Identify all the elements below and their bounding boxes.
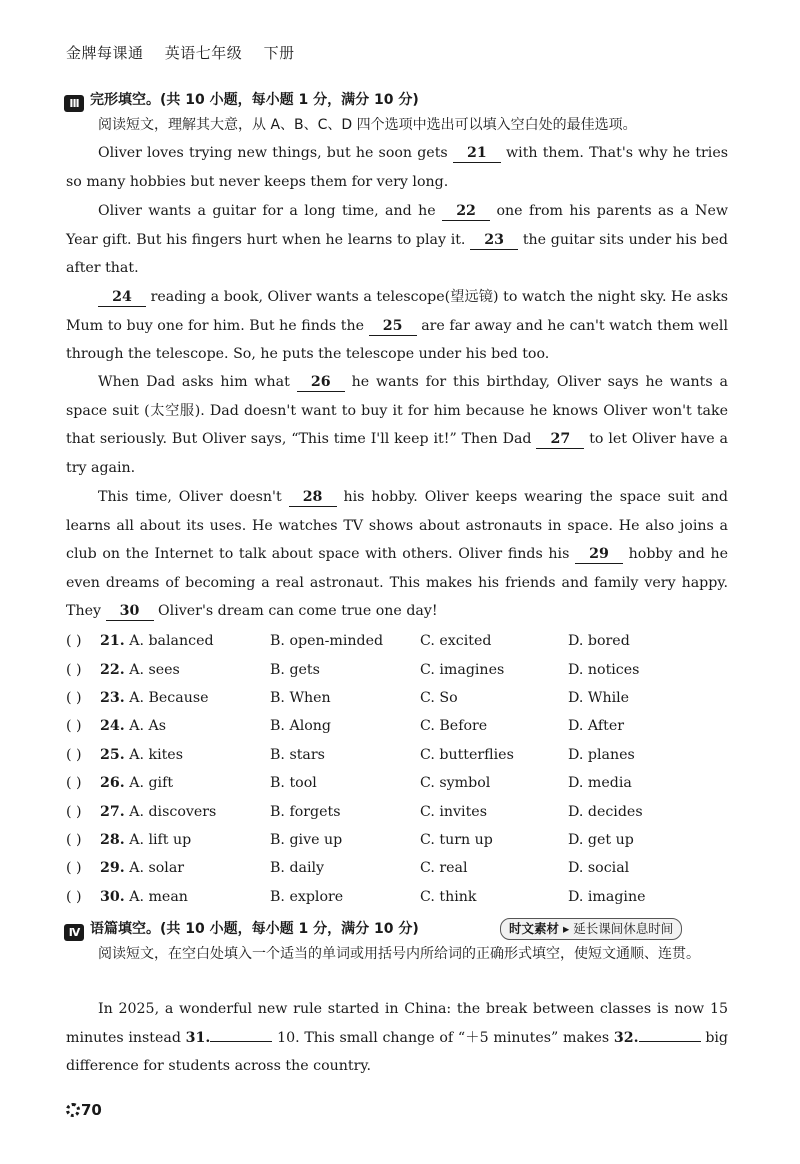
page-header (66, 42, 311, 63)
option-row-23: ( ) 23. A. Because B. When C. So D. While (66, 689, 630, 706)
cloze-paragraph-2: Oliver wants a guitar for a long time, and he 22 one from his parents as a New Year gift. But his fingers hurt when he learns to play it. 23 the guitar sits under his bed after that. (66, 203, 729, 277)
blank-26: 26 (297, 373, 345, 392)
section-4-roman-icon: IV (64, 924, 84, 941)
subject-name: 英语七年级 (164, 44, 243, 62)
answer-options (66, 627, 746, 911)
question-31-number: 31. (185, 1029, 211, 1046)
series-name: 金牌每课通 (66, 44, 144, 62)
section-3-instruction: 阅读短文，理解其大意，从 A、B、C、D 四个选项中选出可以填入空白处的最佳选项。 (98, 117, 637, 133)
section-4-instruction: 阅读短文，在空白处填入一个适当的单词或用括号内所给词的正确形式填空，使短文通顺、连贯。 (98, 946, 700, 962)
blank-21: 21 (453, 144, 501, 163)
option-row-27: ( ) 27. A. discovers B. forgets C. invites D. decides (66, 803, 643, 820)
section-4-title (64, 918, 419, 941)
option-row-28: ( ) 28. A. lift up B. give up C. turn up D. get up (66, 831, 634, 848)
page-number: 70 (66, 1101, 102, 1119)
answer-slot[interactable]: ( ) (66, 860, 82, 877)
option-row-21: ( ) 21. A. balanced B. open-minded C. excited D. bored (66, 633, 630, 650)
section-4-heading: 语篇填空。(共 10 小题，每小题 1 分，满分 10 分) (90, 921, 419, 937)
cloze-paragraph-4: When Dad asks him what 26 he wants for this birthday, Oliver says he wants a space suit (太空服). Dad doesn't want to buy it for him because he knows Oliver won't take that seriously. But Oliver says, “This time I'll keep it!” Then Dad 27 to let Oliver have a try again. (66, 374, 728, 476)
question-32-number: 32. (613, 1029, 639, 1046)
cloze-paragraph-5: This time, Oliver doesn't 28 his hobby. Oliver keeps wearing the space suit and learns all about its uses. He watches TV shows about astronauts in space. He also joins a club on the Internet to talk about space with others. Oliver finds his 29 hobby and he even dreams of becoming a real astronaut. This makes his friends and family very happy. They 30 Oliver's dream can come true one day! (66, 489, 729, 620)
tag-label: 时文素材 (509, 921, 560, 936)
option-row-24: ( ) 24. A. As B. Along C. Before D. After (66, 718, 625, 735)
section-3-roman-icon: III (64, 95, 84, 112)
answer-slot[interactable]: ( ) (66, 718, 82, 735)
blank-24: 24 (98, 288, 146, 307)
answer-slot[interactable]: ( ) (66, 689, 82, 706)
blank-28: 28 (289, 488, 337, 507)
answer-slot[interactable]: ( ) (66, 775, 82, 792)
blank-29: 29 (575, 545, 623, 564)
answer-slot[interactable]: ( ) (66, 803, 82, 820)
blank-31[interactable] (210, 1041, 272, 1042)
passage-paragraph-1: In 2025, a wonderful new rule started in China: the break between classes is now 15 minutes instead 31. 10. This small change of “＋5 minutes” makes 32. big difference for students across the country. (66, 1001, 729, 1075)
section-3-title (64, 89, 419, 112)
section-3-heading: 完形填空。(共 10 小题，每小题 1 分，满分 10 分) (90, 92, 419, 108)
option-row-29: ( ) 29. A. solar B. daily C. real D. social (66, 860, 630, 877)
blank-25: 25 (369, 317, 417, 336)
option-row-26: ( ) 26. A. gift B. tool C. symbol D. media (66, 775, 632, 792)
cloze-paragraph-1: Oliver loves trying new things, but he soon gets 21 with them. That's why he tries so many hobbies but never keeps them for very long. (66, 145, 729, 190)
answer-slot[interactable]: ( ) (66, 831, 82, 848)
blank-30: 30 (106, 602, 154, 621)
answer-slot[interactable]: ( ) (66, 888, 82, 905)
blank-23: 23 (470, 231, 518, 250)
answer-slot[interactable]: ( ) (66, 746, 82, 763)
tag-arrow-icon: ▸ (563, 921, 570, 936)
option-row-22: ( ) 22. A. sees B. gets C. imagines D. notices (66, 661, 640, 678)
tag-text: 延长课间休息时间 (573, 921, 674, 936)
current-affairs-tag (500, 918, 682, 940)
volume-name: 下册 (263, 44, 295, 62)
option-row-30: ( ) 30. A. mean B. explore C. think D. imagine (66, 888, 646, 905)
blank-27: 27 (536, 430, 584, 449)
answer-slot[interactable]: ( ) (66, 661, 82, 678)
cloze-paragraph-3: 24 reading a book, Oliver wants a telescope(望远镜) to watch the night sky. He asks Mum to buy one for him. But he finds the 25 are far away and he can't watch them well through the telescope. So, he puts the telescope under his bed too. (66, 289, 729, 363)
blank-22: 22 (442, 202, 490, 221)
blank-32[interactable] (639, 1041, 701, 1042)
gear-icon (66, 1103, 80, 1117)
answer-slot[interactable]: ( ) (66, 633, 82, 650)
option-row-25: ( ) 25. A. kites B. stars C. butterflies D. planes (66, 746, 635, 763)
